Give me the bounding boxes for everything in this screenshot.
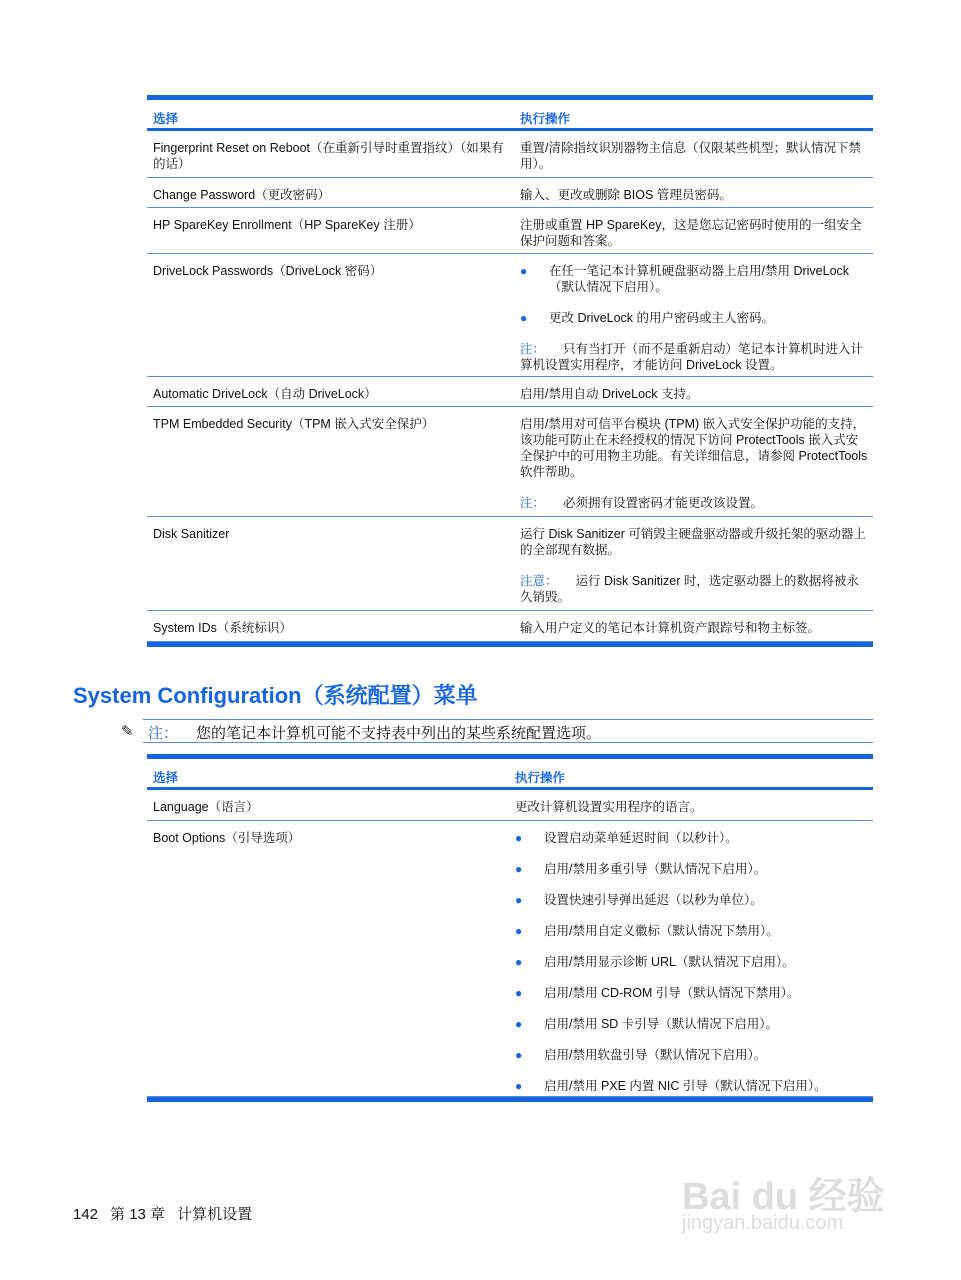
bullet-item <box>515 861 865 877</box>
note-label: 注： <box>148 725 179 742</box>
option-cell: Boot Options（引导选项） <box>153 831 301 845</box>
bullet-icon: ● <box>515 955 523 969</box>
bullet-item <box>515 985 865 1001</box>
bullet-text: 启用/禁用自定义徽标（默认情况下禁用）。 <box>544 924 779 938</box>
note-label: 注： <box>520 342 546 356</box>
bullet-text: 启用/禁用多重引导（默认情况下启用）。 <box>544 862 767 876</box>
header-action: 执行操作 <box>520 112 571 126</box>
table-row <box>147 407 873 517</box>
bullet-item <box>515 954 865 970</box>
bullet-text: 设置启动菜单延迟时间（以秒计）。 <box>544 831 738 845</box>
note-text: 必须拥有设置密码才能更改该设置。 <box>563 496 764 510</box>
bullet-icon: ● <box>515 986 523 1000</box>
baidu-watermark-logo: Bai du 经验 <box>682 1176 885 1218</box>
inline-note <box>520 341 870 373</box>
note-text: 只有当打开（而不是重新启动）笔记本计算机时进入计算机设置实用程序，才能访问 DriveLock 设置。 <box>520 342 864 372</box>
bullet-icon: ● <box>515 1048 523 1062</box>
option-cell: Fingerprint Reset on Reboot（在重新引导时重置指纹）（如果有的话） <box>153 141 504 171</box>
bullet-icon: ● <box>520 264 528 278</box>
bullet-icon: ● <box>515 1017 523 1031</box>
action-text: 启用/禁用对可信平台模块 (TPM) 嵌入式安全保护功能的支持，该功能可防止在未经授权的情况下访问 ProtectTools 嵌入式安全保护中的可用物主功能。有关详细信息，请参阅 ProtectTools 软件帮助。 <box>520 417 868 479</box>
action-cell <box>515 830 865 1109</box>
page-number: 142 <box>73 1206 99 1223</box>
bullet-text: 启用/禁用 CD-ROM 引导（默认情况下禁用）。 <box>544 986 800 1000</box>
note-box <box>121 719 873 743</box>
chapter-label: 第 13 章 <box>110 1206 166 1223</box>
action-cell <box>520 416 870 526</box>
option-cell: Automatic DriveLock（自动 DriveLock） <box>153 387 377 401</box>
table-row <box>147 178 873 208</box>
bullet-item <box>515 1016 865 1032</box>
note-label: 注意： <box>520 574 558 588</box>
section-title: System Configuration（系统配置）菜单 <box>73 683 478 708</box>
bullet-text: 启用/禁用 SD 卡引导（默认情况下启用）。 <box>544 1017 779 1031</box>
bullet-item <box>520 263 870 295</box>
bullet-item <box>515 923 865 939</box>
header-action: 执行操作 <box>515 771 566 785</box>
bullet-icon: ● <box>515 893 523 907</box>
bullet-icon: ● <box>515 862 523 876</box>
option-cell: HP SpareKey Enrollment（HP SpareKey 注册） <box>153 218 421 232</box>
action-text: 更改计算机设置实用程序的语言。 <box>515 800 703 814</box>
bullet-icon: ● <box>515 924 523 938</box>
header-option: 选择 <box>153 771 179 785</box>
table-header <box>147 100 873 131</box>
table-row <box>147 611 873 642</box>
bullet-text: 启用/禁用显示诊断 URL（默认情况下启用）。 <box>544 955 795 969</box>
option-cell: Change Password（更改密码） <box>153 188 331 202</box>
table-row <box>147 254 873 377</box>
table-row <box>147 790 873 821</box>
bullet-text: 设置快速引导弹出延迟（以秒为单位）。 <box>544 893 763 907</box>
table-row <box>147 517 873 611</box>
bullet-icon: ● <box>515 831 523 845</box>
bullet-text: 启用/禁用 PXE 内置 NIC 引导（默认情况下启用）。 <box>544 1079 827 1093</box>
system-configuration-table <box>147 754 873 1102</box>
note-pencil-icon: ✎ <box>121 723 134 740</box>
table-row <box>147 131 873 178</box>
action-text: 运行 Disk Sanitizer 可销毁主硬盘驱动器或升级托架的驱动器上的全部现有数据。 <box>520 527 866 557</box>
option-cell: Language（语言） <box>153 800 259 814</box>
table-header <box>147 759 873 790</box>
option-cell: Disk Sanitizer <box>153 527 230 541</box>
bullet-icon: ● <box>520 311 528 325</box>
action-text: 重置/清除指纹识别器物主信息（仅限某些机型；默认情况下禁用）。 <box>520 141 861 171</box>
chapter-title: 计算机设置 <box>177 1206 253 1223</box>
table-row <box>147 208 873 254</box>
security-options-table <box>147 95 873 647</box>
bullet-item <box>515 892 865 908</box>
bullet-text: 在任一笔记本计算机硬盘驱动器上启用/禁用 DriveLock（默认情况下启用）。 <box>549 264 850 294</box>
bullet-text: 启用/禁用软盘引导（默认情况下启用）。 <box>544 1048 767 1062</box>
option-cell: System IDs（系统标识） <box>153 621 292 635</box>
action-text: 输入用户定义的笔记本计算机资产跟踪号和物主标签。 <box>520 621 821 635</box>
action-cell <box>520 620 870 651</box>
header-option: 选择 <box>153 112 179 126</box>
action-text: 输入、更改或删除 BIOS 管理员密码。 <box>520 188 732 202</box>
page-footer <box>73 1203 264 1224</box>
bullet-item <box>520 310 870 326</box>
action-text: 注册或重置 HP SpareKey，这是您忘记密码时使用的一组安全保护问题和答案。 <box>520 218 862 248</box>
inline-note <box>520 573 870 605</box>
action-cell <box>520 526 870 620</box>
bullet-item <box>515 1078 865 1094</box>
bullet-item <box>515 830 865 846</box>
option-cell: DriveLock Passwords（DriveLock 密码） <box>153 264 383 278</box>
bullet-icon: ● <box>515 1079 523 1093</box>
action-text: 启用/禁用自动 DriveLock 支持。 <box>520 387 699 401</box>
option-cell: TPM Embedded Security（TPM 嵌入式安全保护） <box>153 417 435 431</box>
inline-note <box>520 495 870 511</box>
note-text: 运行 Disk Sanitizer 时，选定驱动器上的数据将被永久销毁。 <box>520 574 859 604</box>
table-row <box>147 377 873 407</box>
bullet-item <box>515 1047 865 1063</box>
table-row <box>147 821 873 1097</box>
note-text: 您的笔记本计算机可能不支持表中列出的某些系统配置选项。 <box>196 725 602 742</box>
bullet-text: 更改 DriveLock 的用户密码或主人密码。 <box>549 311 775 325</box>
note-label: 注： <box>520 496 546 510</box>
action-cell <box>520 263 870 388</box>
baidu-watermark-url: jingyan.baidu.com <box>682 1212 844 1234</box>
